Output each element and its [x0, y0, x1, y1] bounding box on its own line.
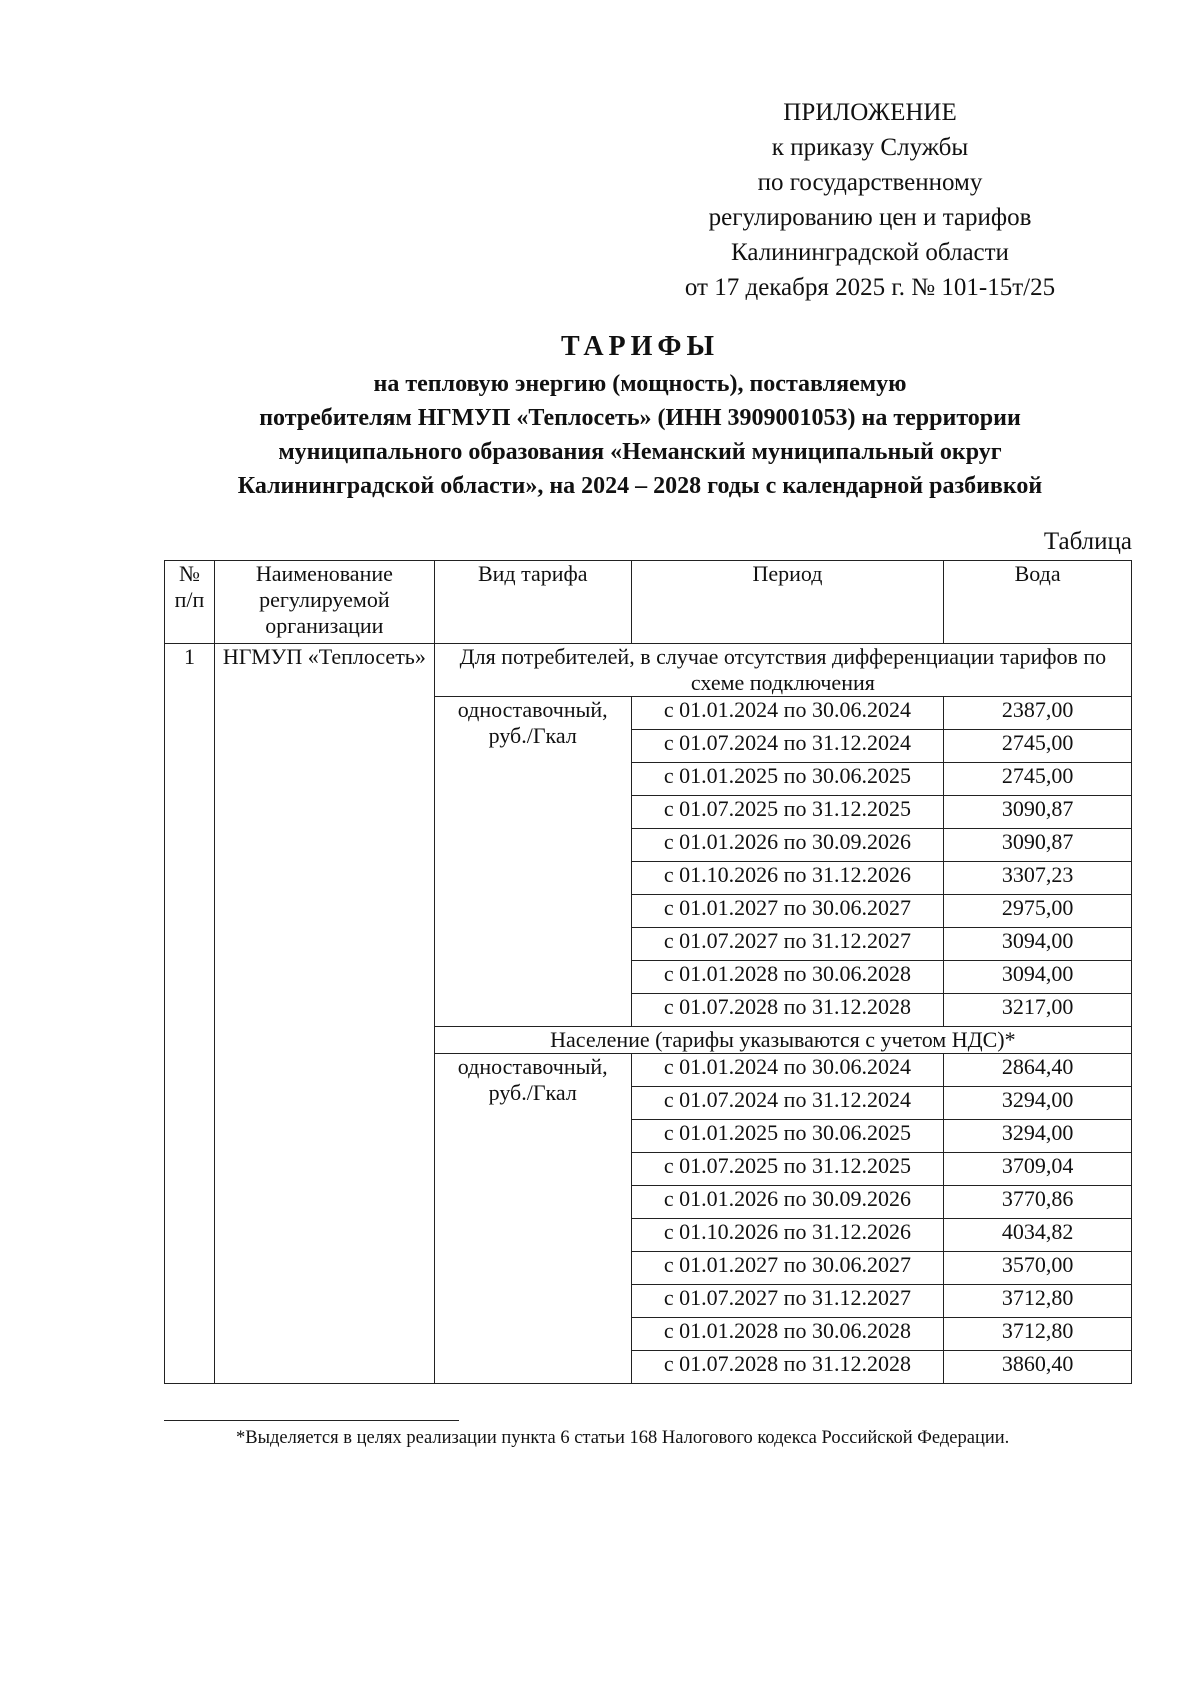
header-period: Период: [631, 561, 944, 644]
title-main: ТАРИФЫ: [561, 331, 719, 362]
value-cell: 4034,82: [944, 1219, 1132, 1252]
value-cell: 3712,80: [944, 1285, 1132, 1318]
period-cell: с 01.07.2025 по 31.12.2025: [631, 796, 944, 829]
period-cell: с 01.10.2026 по 31.12.2026: [631, 862, 944, 895]
value-cell: 3770,86: [944, 1186, 1132, 1219]
value-cell: 2745,00: [944, 763, 1132, 796]
header-num: № п/п: [165, 561, 215, 644]
value-cell: 2864,40: [944, 1054, 1132, 1087]
header-org: Наименование регулируемой организации: [214, 561, 434, 644]
period-cell: с 01.01.2025 по 30.06.2025: [631, 1120, 944, 1153]
period-cell: с 01.10.2026 по 31.12.2026: [631, 1219, 944, 1252]
tariff-type: одноставочный, руб./Гкал: [434, 697, 631, 1027]
appendix-line: регулированию цен и тарифов: [708, 204, 1032, 231]
value-cell: 3294,00: [944, 1120, 1132, 1153]
appendix-line: по государственному: [757, 169, 983, 196]
value-cell: 3090,87: [944, 829, 1132, 862]
period-cell: с 01.01.2026 по 30.09.2026: [631, 829, 944, 862]
appendix-line: к приказу Службы: [771, 134, 969, 161]
header-type: Вид тарифа: [434, 561, 631, 644]
value-cell: 3709,04: [944, 1153, 1132, 1186]
value-cell: 3217,00: [944, 994, 1132, 1027]
value-cell: 3094,00: [944, 928, 1132, 961]
value-cell: 3090,87: [944, 796, 1132, 829]
row-number: 1: [165, 644, 215, 1384]
period-cell: с 01.07.2028 по 31.12.2028: [631, 1351, 944, 1384]
period-cell: с 01.01.2027 по 30.06.2027: [631, 1252, 944, 1285]
value-cell: 2387,00: [944, 697, 1132, 730]
period-cell: с 01.07.2025 по 31.12.2025: [631, 1153, 944, 1186]
title-line: на тепловую энергию (мощность), поставляемую: [373, 371, 907, 397]
header-value: Вода: [944, 561, 1132, 644]
period-cell: с 01.01.2025 по 30.06.2025: [631, 763, 944, 796]
value-cell: 3094,00: [944, 961, 1132, 994]
value-cell: 2745,00: [944, 730, 1132, 763]
group-row: [165, 644, 1132, 697]
value-cell: 3570,00: [944, 1252, 1132, 1285]
period-cell: с 01.01.2026 по 30.09.2026: [631, 1186, 944, 1219]
appendix-line: Калининградской области: [731, 239, 1009, 266]
period-cell: с 01.01.2028 по 30.06.2028: [631, 961, 944, 994]
group-label: Для потребителей, в случае отсутствия дифференциации тарифов по схеме подключения: [434, 644, 1131, 697]
period-cell: с 01.07.2024 по 31.12.2024: [631, 730, 944, 763]
value-cell: 3307,23: [944, 862, 1132, 895]
appendix-block: [640, 95, 1100, 305]
period-cell: с 01.01.2024 по 30.06.2024: [631, 697, 944, 730]
period-cell: с 01.01.2024 по 30.06.2024: [631, 1054, 944, 1087]
period-cell: с 01.01.2028 по 30.06.2028: [631, 1318, 944, 1351]
period-cell: с 01.07.2027 по 31.12.2027: [631, 928, 944, 961]
period-cell: с 01.07.2028 по 31.12.2028: [631, 994, 944, 1027]
tariff-type: одноставочный, руб./Гкал: [434, 1054, 631, 1384]
title-line: муниципального образования «Неманский муниципальный округ: [278, 439, 1002, 465]
group-label: Население (тарифы указываются с учетом НДС)*: [434, 1027, 1131, 1054]
footnote: *Выделяется в целях реализации пункта 6 статьи 168 Налогового кодекса Российской Федерации.: [236, 1428, 1010, 1448]
period-cell: с 01.07.2024 по 31.12.2024: [631, 1087, 944, 1120]
table-caption: Таблица: [1043, 528, 1132, 555]
period-cell: с 01.07.2027 по 31.12.2027: [631, 1285, 944, 1318]
title-line: Калининградской области», на 2024 – 2028 годы с календарной разбивкой: [237, 473, 1043, 499]
title-line: потребителям НГМУП «Теплосеть» (ИНН 3909001053) на территории: [259, 405, 1021, 431]
value-cell: 3294,00: [944, 1087, 1132, 1120]
appendix-line: от 17 декабря 2025 г. № 101-15т/25: [684, 274, 1056, 301]
document-title: [150, 327, 1130, 503]
value-cell: 3712,80: [944, 1318, 1132, 1351]
value-cell: 3860,40: [944, 1351, 1132, 1384]
organization-name: НГМУП «Теплосеть»: [214, 644, 434, 1384]
appendix-line: ПРИЛОЖЕНИЕ: [783, 99, 957, 126]
footnote-divider: [164, 1420, 459, 1421]
tariff-table: [164, 560, 1132, 1384]
period-cell: с 01.01.2027 по 30.06.2027: [631, 895, 944, 928]
table-header-row: [165, 561, 1132, 644]
value-cell: 2975,00: [944, 895, 1132, 928]
